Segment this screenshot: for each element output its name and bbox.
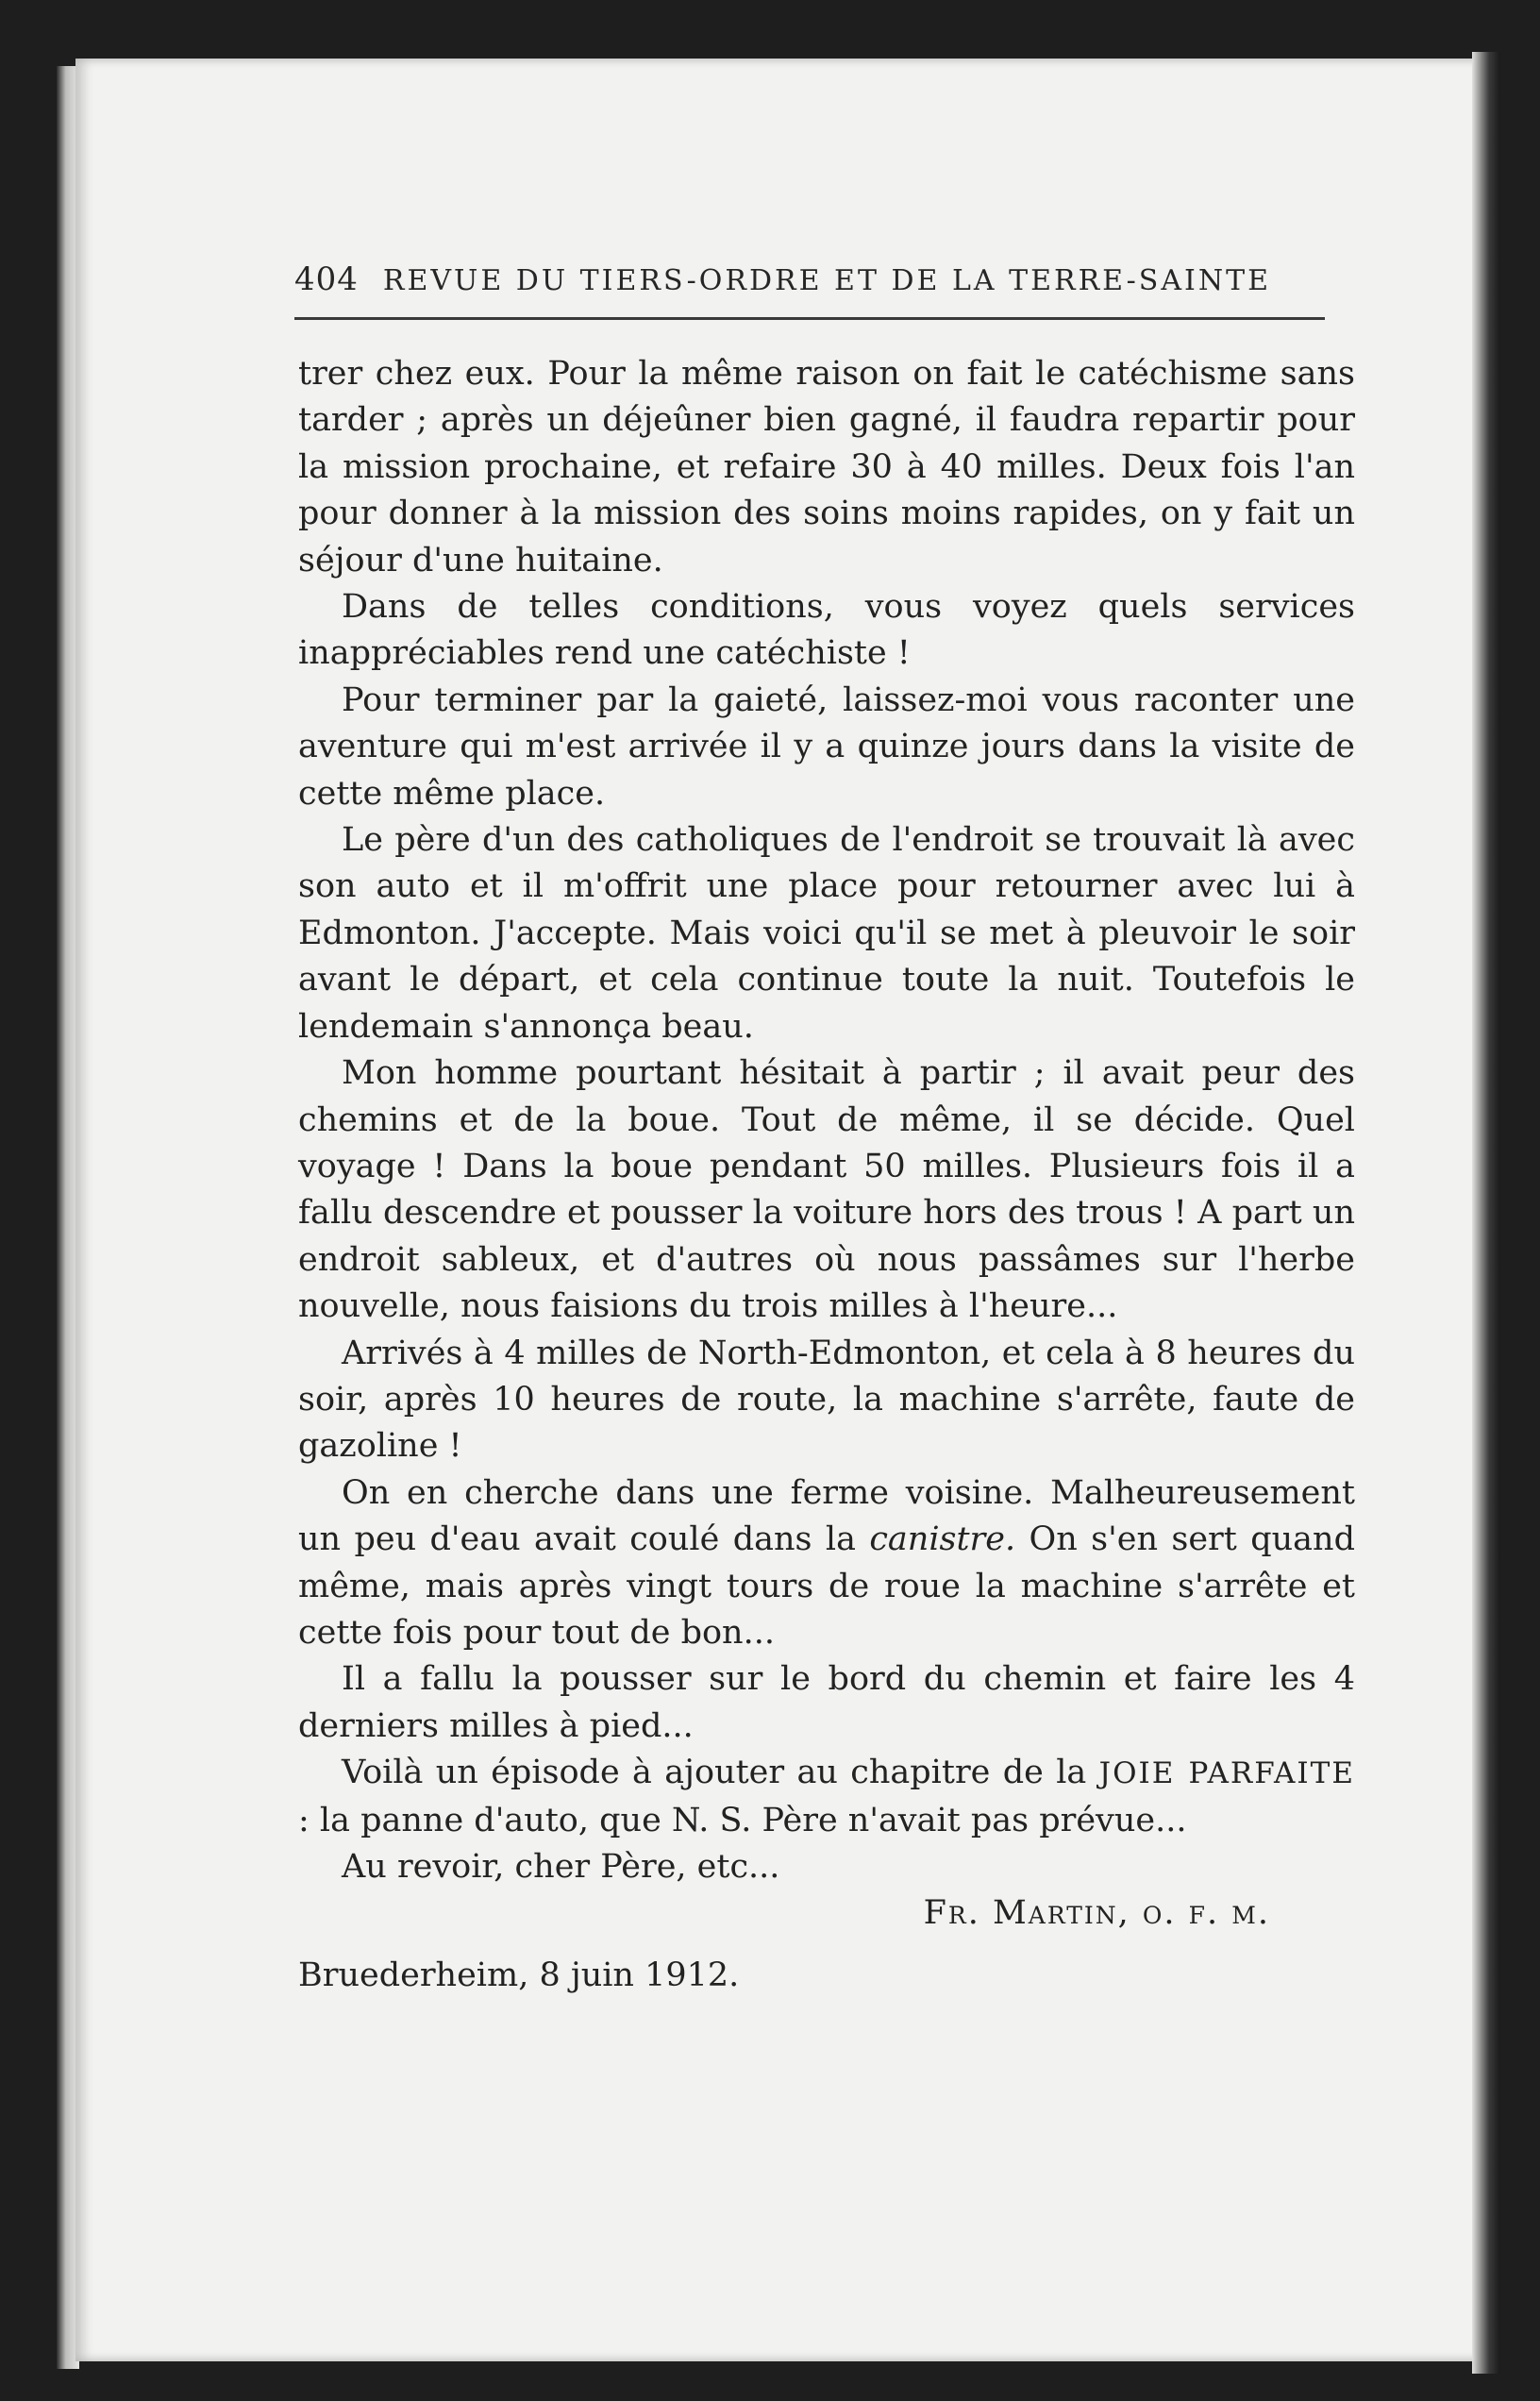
paragraph-2: Dans de telles conditions, vous voyez quels services inappréciables rend une catéchiste ! xyxy=(298,588,1355,673)
paragraph-7 xyxy=(298,1470,1355,1657)
paragraph-5: Mon homme pourtant hésitait à partir ; il avait peur des chemins et de la boue. Tout de même, il se décide. Quel voyage ! Dans la boue pendant 50 milles. Plusieurs fois il a fallu descendre et pousser la voiture hors des trous ! A part un endroit sableux, et d'autres où nous passâmes sur l'herbe nouvelle, nous faisions du trois milles à l'heure... xyxy=(298,1054,1355,1326)
paragraph-9-text-b: : la panne d'auto, que N. S. Père n'avait pas prévue... xyxy=(298,1801,1187,1839)
paragraph-7-text-b: On s'en sert quand même, mais après vingt tours de roue la machine s'arrête et cette fois pour tout de bon... xyxy=(298,1520,1355,1652)
header-rule xyxy=(294,317,1325,320)
paragraph-9-smallcaps: JOIE PARFAITE xyxy=(1098,1756,1355,1791)
paragraph-7-text-a: On en cherche dans une ferme voisine. Malheureusement un peu d'eau avait coulé dans la xyxy=(298,1473,1355,1559)
dateline: Bruederheim, 8 juin 1912. xyxy=(298,1956,740,1994)
paragraph-8: Il a fallu la pousser sur le bord du chemin et faire les 4 derniers milles à pied... xyxy=(298,1660,1355,1745)
paragraph-9 xyxy=(298,1750,1355,1844)
paragraph-6: Arrivés à 4 milles de North-Edmonton, et cela à 8 heures du soir, après 10 heures de route, la machine s'arrête, faute de gazoline ! xyxy=(298,1334,1355,1466)
page-number: 404 xyxy=(294,260,359,298)
page-edge-right xyxy=(1472,52,1500,2374)
page-header xyxy=(294,260,1323,317)
paragraph-4: Le père d'un des catholiques de l'endroit se trouvait là avec son auto et il m'offrit une place pour retourner avec lui à Edmonton. J'accepte. Mais voici qu'il se met à pleuvoir le soir avant le départ, et cela continue toute la nuit. Toutefois le lendemain s'annonça beau. xyxy=(298,821,1355,1046)
body-text xyxy=(298,351,1355,1999)
paragraph-3: Pour terminer par la gaieté, laissez-moi vous raconter une aventure qui m'est arrivée il y a quinze jours dans la visite de cette même place. xyxy=(298,680,1355,813)
paragraph-10: Au revoir, cher Père, etc... xyxy=(342,1848,780,1886)
running-head: REVUE DU TIERS-ORDRE ET DE LA TERRE-SAINTE xyxy=(382,264,1272,297)
signature: Fr. Martin, o. f. m. xyxy=(923,1894,1270,1933)
paragraph-1: trer chez eux. Pour la même raison on fait le catéchisme sans tarder ; après un déjeûner bien gagné, il faudra repartir pour la mission prochaine, et refaire 30 à 40 milles. Deux fois l'an pour donner à la mission des soins moins rapides, on y fait un séjour d'une huitaine. xyxy=(298,355,1355,579)
paragraph-9-text-a: Voilà un épisode à ajouter au chapitre de la xyxy=(342,1754,1099,1792)
paragraph-7-italic-word: canistre. xyxy=(869,1520,1016,1559)
